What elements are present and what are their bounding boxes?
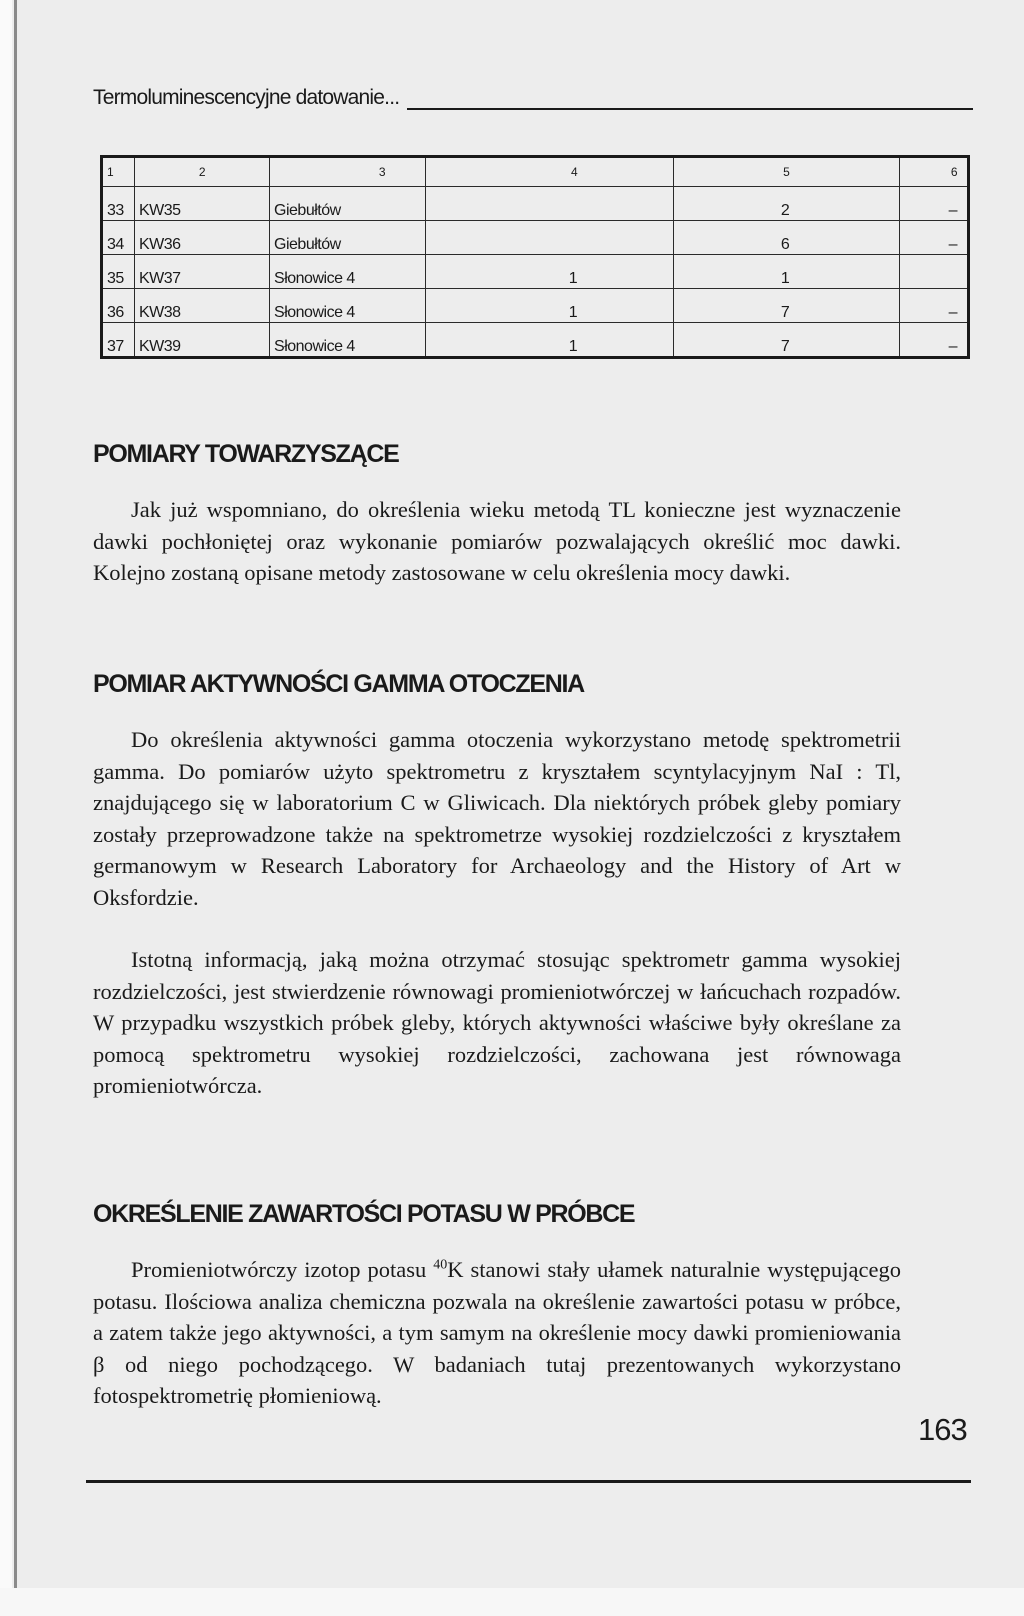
table-cell: 1: [426, 289, 674, 323]
body-paragraph: [93, 1254, 901, 1412]
table-cell: –: [900, 187, 969, 221]
running-head: [93, 86, 973, 116]
table-row: [102, 323, 969, 358]
table-cell: 1: [426, 255, 674, 289]
running-head-text: Termoluminescencyjne datowanie...: [93, 86, 407, 110]
table-cell: Słonowice 4: [270, 323, 426, 358]
table-cell: –: [900, 289, 969, 323]
table-row: [102, 221, 969, 255]
table-cell: KW39: [134, 323, 269, 358]
table-cell: 1: [426, 323, 674, 358]
table-cell: [900, 255, 969, 289]
table-cell: 6: [674, 221, 900, 255]
paragraph-text: Promieniotwórczy izotop potasu: [131, 1257, 434, 1282]
body-paragraph: Do określenia aktywności gamma otoczenia wykorzystano metodę spektrometrii gamma. Do pomiarów użyto spektrometru z kryształem scyntylacyjnym NaI : Tl, znajdującego się w laboratorium C w Gliwicach. Dla niektórych próbek gleby pomiary zostały przeprowadzone także na spektrometrze wysokiej rozdzielczości z kryształem germanowym w Research Laboratory for Archaeology and the History of Art w Oksfordzie.: [93, 727, 901, 910]
table-cell: 34: [102, 221, 135, 255]
table-header-cell: 3: [270, 157, 426, 187]
table-cell: Giebułtów: [270, 221, 426, 255]
section-heading: OKREŚLENIE ZAWARTOŚCI POTASU W PRÓBCE: [93, 1200, 635, 1228]
table-cell: KW35: [134, 187, 269, 221]
table-cell: 37: [102, 323, 135, 358]
isotope-mass-number: 40: [433, 1257, 448, 1273]
table-cell: 2: [674, 187, 900, 221]
table-row: [102, 289, 969, 323]
page-number: 163: [918, 1412, 967, 1447]
scan-edge: [0, 1588, 1024, 1616]
table-cell: 35: [102, 255, 135, 289]
section-heading: POMIARY TOWARZYSZĄCE: [93, 440, 399, 468]
paragraph-text: K stanowi stały ułamek naturalnie występującego potasu. Ilościowa analiza chemiczna pozwala na określenie zawartości potasu w próbce, a zatem także jego aktywności, a tym samym na określenie mocy dawki promieniowania β od niego pochodzącego. W badaniach tutaj prezentowanych wykorzystano fotospektrometrię płomieniową.: [93, 1257, 901, 1408]
table-cell: Giebułtów: [270, 187, 426, 221]
table-header-row: [102, 157, 969, 187]
body-paragraph: Istotną informacją, jaką można otrzymać stosując spektrometr gamma wysokiej rozdzielczości, jest stwierdzenie równowagi promieniotwórczej w łańcuchach rozpadów. W przypadku wszystkich próbek gleby, których aktywności właściwe były określane za pomocą spektrometru wysokiej rozdzielczości, zachowana jest równowaga promieniotwórcza.: [93, 947, 901, 1098]
book-spine-edge: [14, 0, 17, 1616]
table-cell: 1: [674, 255, 900, 289]
table-row: [102, 187, 969, 221]
table-cell: –: [900, 323, 969, 358]
table-header-cell: 2: [134, 157, 269, 187]
table-cell: [426, 187, 674, 221]
table-header-cell: 4: [426, 157, 674, 187]
table-row: [102, 255, 969, 289]
table-cell: KW38: [134, 289, 269, 323]
table-cell: KW37: [134, 255, 269, 289]
table-header-cell: 1: [102, 157, 135, 187]
table-cell: 33: [102, 187, 135, 221]
table-cell: [426, 221, 674, 255]
table-header-cell: 6: [900, 157, 969, 187]
table-cell: 7: [674, 323, 900, 358]
table-cell: –: [900, 221, 969, 255]
samples-table: [100, 155, 970, 359]
page-gutter: [0, 0, 12, 1616]
body-paragraph: Jak już wspomniano, do określenia wieku metodą TL konieczne jest wyznaczenie dawki pochłoniętej oraz wykonanie pomiarów pozwalających określić moc dawki. Kolejno zostaną opisane metody zastosowane w celu określenia mocy dawki.: [93, 497, 901, 585]
table-cell: KW36: [134, 221, 269, 255]
table-cell: 36: [102, 289, 135, 323]
section-heading: POMIAR AKTYWNOŚCI GAMMA OTOCZENIA: [93, 670, 584, 698]
table-cell: Słonowice 4: [270, 289, 426, 323]
table-cell: Słonowice 4: [270, 255, 426, 289]
table-cell: 7: [674, 289, 900, 323]
table-header-cell: 5: [674, 157, 900, 187]
footer-rule: [86, 1480, 971, 1483]
